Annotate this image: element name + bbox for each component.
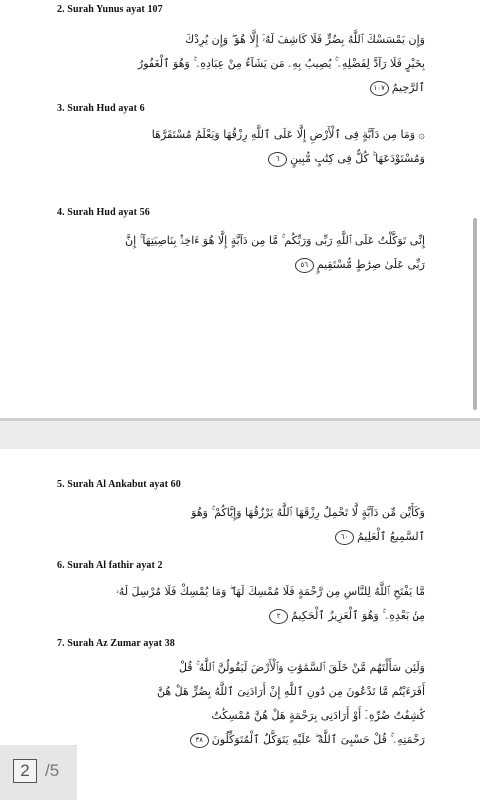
ayah-number-marker: ٦٠	[335, 530, 354, 545]
ayah-line: كَٰشِفَٰتُ ضُرِّهِۦٓ أَوْ أَرَادَنِى بِرَحْمَةٍ هَلْ هُنَّ مُمْسِكَٰتُ	[211, 709, 425, 722]
ayah-line	[157, 728, 425, 752]
ayah-line-text: رَحْمَتِهِۦ ۚ قُلْ حَسْبِىَ ٱللَّهُ ۖ عَلَيْهِ يَتَوَكَّلُ ٱلْمُتَوَكِّلُونَ	[211, 733, 425, 746]
ayah-line-text: ٱلسَّمِيعُ ٱلْعَلِيمُ	[356, 530, 425, 543]
current-page-input[interactable]: 2	[13, 759, 37, 783]
ayah-line	[152, 147, 425, 171]
total-pages: /5	[45, 761, 60, 780]
ayah-line-text: وَمُسْتَوْدَعَهَا ۚ كُلٌّ فِى كِتَٰبٍ مُّبِينٍ	[290, 152, 425, 165]
ayah-text-hud-56	[125, 229, 425, 277]
ayah-number-marker: ٥٦	[295, 258, 314, 273]
section-heading-zumar-38: 7. Surah Az Zumar ayat 38	[57, 638, 175, 649]
ayah-line	[125, 253, 425, 277]
section-heading-hud-6: 3. Surah Hud ayat 6	[57, 103, 145, 114]
ayah-line: إِنِّى تَوَكَّلْتُ عَلَى ٱللَّهِ رَبِّى وَرَبِّكُم ۚ مَّا مِن دَآبَّةٍ إِلَّا هُوَ ءَاخِذٌۢ بِنَاصِيَتِهَآ ۚ إِنَّ	[125, 234, 425, 247]
ayah-line: مَّا يَفْتَحِ ٱللَّهُ لِلنَّاسِ مِن رَّحْمَةٍ فَلَا مُمْسِكَ لَهَا ۖ وَمَا يُمْسِكْ فَلَا مُرْسِلَ لَهُۥ	[116, 585, 425, 598]
section-heading-hud-56: 4. Surah Hud ayat 56	[57, 207, 150, 218]
ayah-line-text: ٱلرَّحِيمُ	[391, 81, 425, 94]
ayah-text-hud-6	[152, 123, 425, 171]
ayah-text-ankabut-60	[191, 501, 425, 549]
ayah-number-marker: ٦	[268, 152, 287, 167]
ayah-line: وَإِن يَمْسَسْكَ ٱللَّهُ بِضُرٍّ فَلَا كَاشِفَ لَهُۥٓ إِلَّا هُوَ ۖ وَإِن يُرِدْكَ	[185, 33, 425, 46]
ayah-line-text: رَبِّى عَلَىٰ صِرَٰطٍ مُّسْتَقِيمٍ	[316, 258, 425, 271]
ayah-line	[116, 604, 425, 628]
section-heading-yunus-107: 2. Surah Yunus ayat 107	[57, 4, 163, 15]
section-heading-fathir-2: 6. Surah Al fathir ayat 2	[57, 560, 163, 571]
ayah-line: ۞ وَمَا مِن دَآبَّةٍ فِى ٱلْأَرْضِ إِلَّا عَلَى ٱللَّهِ رِزْقُهَا وَيَعْلَمُ مُسْتَقَرَّهَا	[151, 128, 425, 141]
ayah-text-yunus-107	[138, 28, 425, 100]
ayah-number-marker: ١٠٧	[370, 81, 389, 96]
ayah-line: بِخَيْرٍ فَلَا رَآدَّ لِفَضْلِهِۦ ۚ يُصِيبُ بِهِۦ مَن يَشَآءُ مِنْ عِبَادِهِۦ ۚ وَهُوَ ٱلْغَفُورُ	[137, 57, 425, 70]
ayah-number-marker: ٢	[269, 609, 288, 624]
ayah-line	[138, 76, 425, 100]
section-heading-ankabut-60: 5. Surah Al Ankabut ayat 60	[57, 479, 181, 490]
ayah-line: أَفَرَءَيْتُم مَّا تَدْعُونَ مِن دُونِ ٱللَّهِ إِنْ أَرَادَنِىَ ٱللَّهُ بِضُرٍّ هَلْ هُنَّ	[156, 685, 425, 698]
vertical-scrollbar[interactable]	[473, 218, 477, 410]
ayah-text-fathir-2	[116, 580, 425, 628]
ayah-number-marker: ٣٨	[190, 733, 209, 748]
ayah-line: وَلَئِن سَأَلْتَهُم مَّنْ خَلَقَ ٱلسَّمَٰوَٰتِ وَٱلْأَرْضَ لَيَقُولُنَّ ٱللَّهُ ۚ قُلْ	[178, 661, 425, 674]
page-separator	[0, 418, 480, 449]
ayah-line: وَكَأَيِّن مِّن دَآبَّةٍ لَّا تَحْمِلُ رِزْقَهَا ٱللَّهُ يَرْزُقُهَا وَإِيَّاكُمْ ۚ وَهُوَ	[191, 506, 425, 519]
ayah-text-zumar-38	[157, 656, 425, 752]
page-indicator	[0, 745, 77, 800]
ayah-line	[191, 525, 425, 549]
ayah-line-text: مِنۢ بَعْدِهِۦ ۚ وَهُوَ ٱلْعَزِيزُ ٱلْحَكِيمُ	[291, 609, 425, 622]
